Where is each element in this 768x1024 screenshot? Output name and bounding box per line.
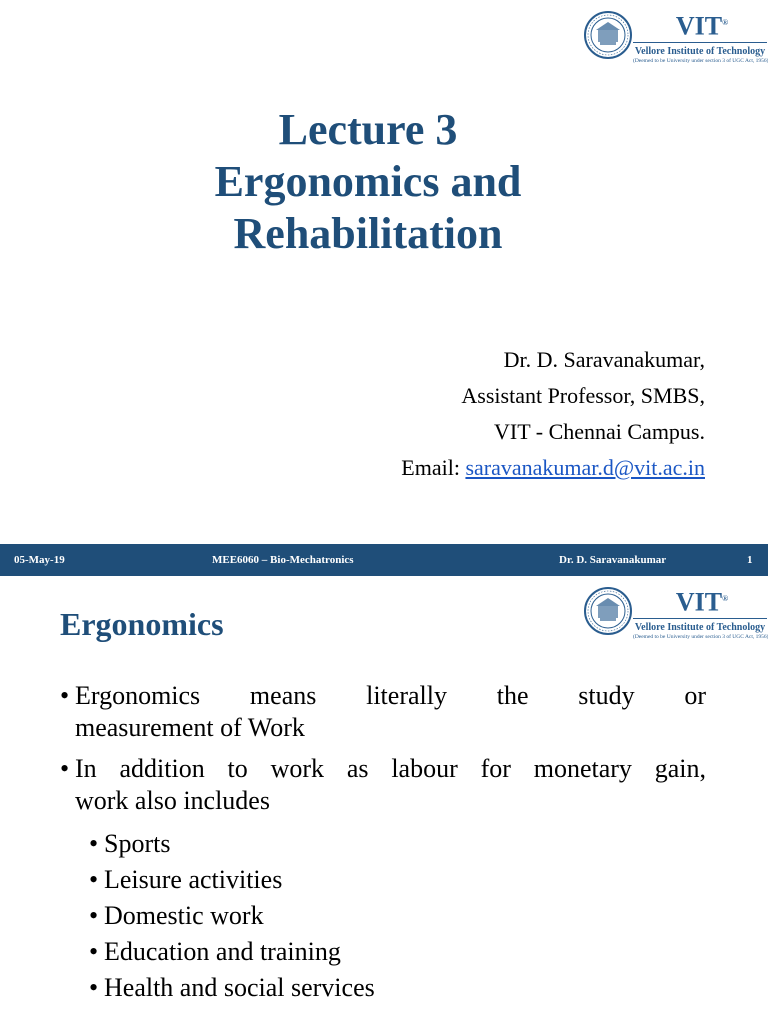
university-seal-icon	[583, 10, 633, 60]
author-email-row	[401, 450, 705, 486]
logo-subtitle: (Deemed to be University under section 3 of UGC Act, 1956)	[633, 57, 768, 64]
title-line: Ergonomics and	[214, 157, 522, 206]
title-line: Rehabilitation	[233, 209, 503, 258]
footer-presenter: Dr. D. Saravanakumar	[559, 554, 667, 566]
bullet-continuation: measurement of Work	[75, 713, 305, 742]
sub-bullet-item: • Education and training	[60, 934, 706, 970]
vit-logo	[583, 10, 767, 66]
logo-subtitle: (Deemed to be University under section 3 of UGC Act, 1956)	[633, 633, 768, 640]
footer-page-number: 1	[747, 554, 753, 566]
slide-title	[0, 104, 736, 260]
logo-institution-name: Vellore Institute of Technology	[634, 45, 766, 57]
slide-title: Ergonomics	[60, 606, 224, 642]
bullet-item: • In addition to work as labour for monetary gain,	[60, 753, 706, 785]
footer-date: 05-May-19	[14, 554, 65, 566]
content-slide	[0, 576, 768, 1024]
logo-brand: VIT®	[675, 587, 729, 617]
slide-footer	[0, 544, 768, 576]
sub-bullet-item: • Leisure activities	[60, 862, 706, 898]
author-name: Dr. D. Saravanakumar,	[503, 347, 705, 372]
author-info	[401, 342, 705, 486]
bullet-list	[60, 680, 706, 1006]
title-line: Lecture 3	[278, 105, 458, 154]
sub-bullet-item: • Health and social services	[60, 970, 706, 1006]
sub-bullet-item: • Sports	[60, 826, 706, 862]
logo-brand: VIT®	[675, 11, 729, 41]
author-campus: VIT - Chennai Campus.	[493, 419, 705, 444]
email-link[interactable]: saravanakumar.d@vit.ac.in	[465, 455, 705, 480]
logo-institution-name: Vellore Institute of Technology	[634, 621, 766, 633]
vit-logo	[583, 586, 767, 642]
footer-course: MEE6060 – Bio-Mechatronics	[212, 554, 354, 566]
author-position: Assistant Professor, SMBS,	[461, 383, 705, 408]
bullet-continuation: work also includes	[75, 786, 270, 815]
university-seal-icon	[583, 586, 633, 636]
email-label: Email:	[401, 455, 466, 480]
bullet-item: • Ergonomics means literally the study or	[60, 680, 706, 712]
sub-bullet-item: • Domestic work	[60, 898, 706, 934]
